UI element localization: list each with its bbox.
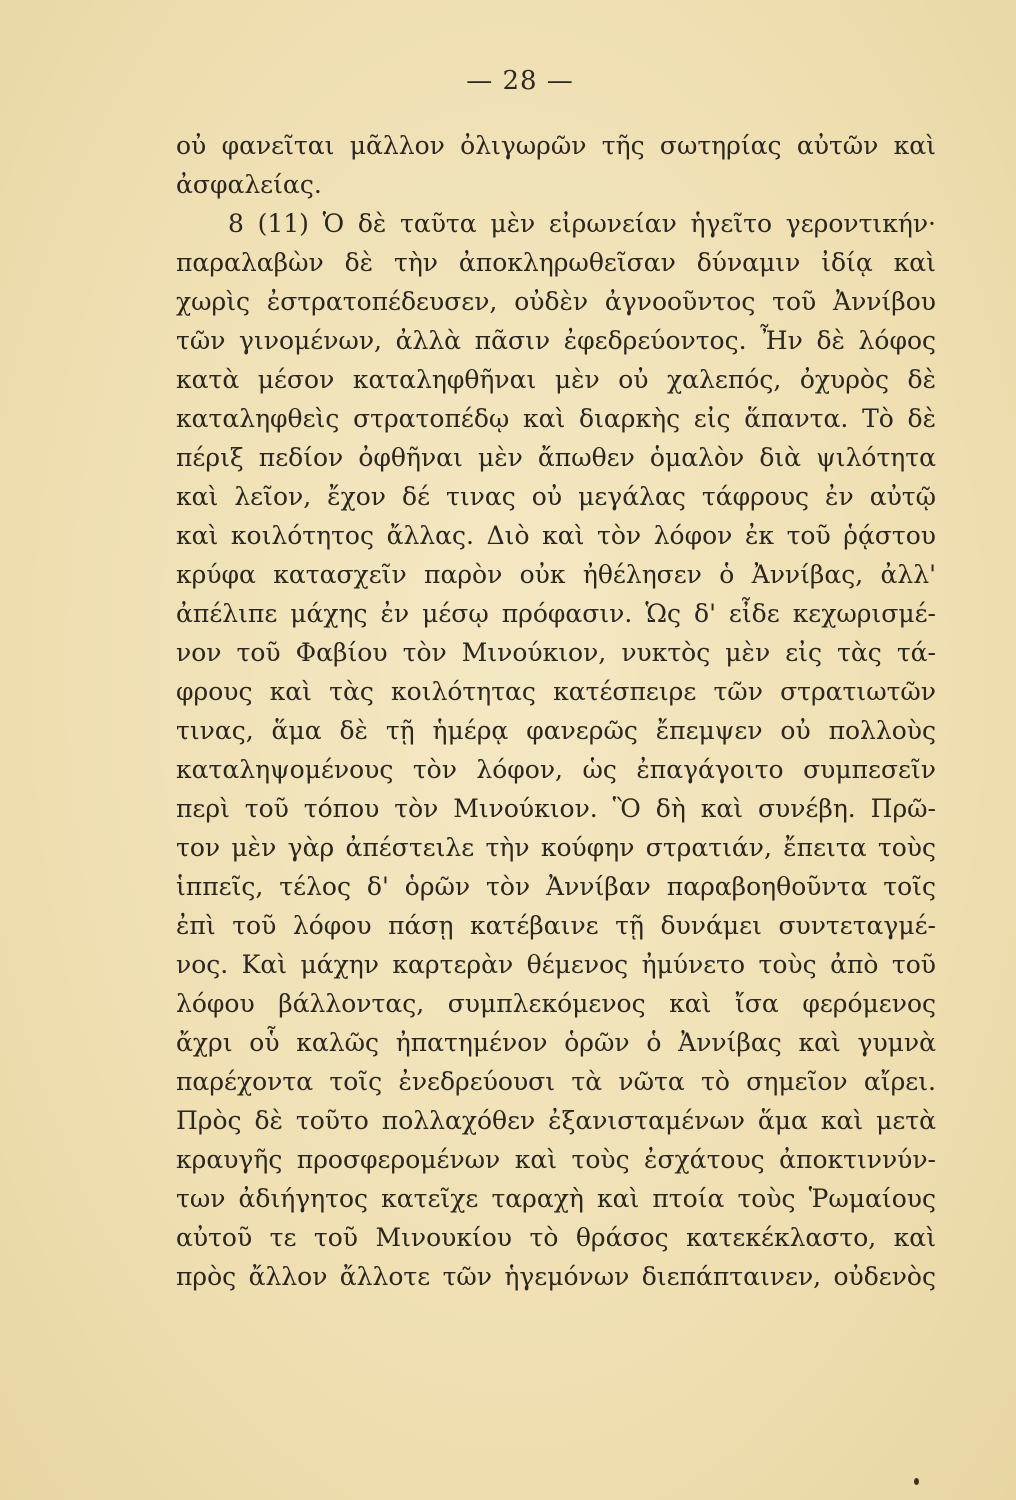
- text-line: φρους καὶ τὰς κοιλότητας κατέσπειρε τῶν στρατιωτῶν: [176, 677, 936, 706]
- text-line: καταληφθεὶς στρατοπέδῳ καὶ διαρκὴς εἰς ἅπαντα. Τὸ δὲ: [176, 404, 936, 433]
- text-line: των ἀδιήγητος κατεῖχε ταραχὴ καὶ πτοία τοὺς Ῥωμαίους: [176, 1184, 936, 1213]
- page-number: — 28 —: [466, 66, 574, 96]
- text-line: κατὰ μέσον καταληφθῆναι μὲν οὐ χαλεπός, ὀχυρὸς δὲ: [176, 365, 936, 394]
- text-line: Πρὸς δὲ τοῦτο πολλαχόθεν ἐξανισταμένων ἅμα καὶ μετὰ: [176, 1106, 936, 1135]
- text-line: κραυγῆς προσφερομένων καὶ τοὺς ἐσχάτους ἀποκτιννύν-: [176, 1145, 936, 1174]
- text-line: ἀπέλιπε μάχης ἐν μέσῳ πρόφασιν. Ὡς δ' εἶδε κεχωρισμέ-: [176, 599, 936, 628]
- text-line: νον τοῦ Φαβίου τὸν Μινούκιον, νυκτὸς μὲν εἰς τὰς τά-: [176, 638, 936, 667]
- body-text: [176, 126, 936, 1296]
- text-line: τῶν γινομένων, ἀλλὰ πᾶσιν ἐφεδρεύοντος. Ἦν δὲ λόφος: [176, 326, 936, 355]
- ink-speck: [914, 1478, 919, 1485]
- text-line: ἱππεῖς, τέλος δ' ὁρῶν τὸν Ἀννίβαν παραβοηθοῦντα τοῖς: [176, 872, 936, 901]
- text-line: παρέχοντα τοῖς ἐνεδρεύουσι τὰ νῶτα τὸ σημεῖον αἴρει.: [176, 1067, 936, 1096]
- text-line: ἀσφαλείας.: [176, 170, 322, 199]
- text-line: κρύφα κατασχεῖν παρὸν οὐκ ἠθέλησεν ὁ Ἀννίβας, ἀλλ': [176, 560, 936, 589]
- text-line: νος. Καὶ μάχην καρτερὰν θέμενος ἠμύνετο τοὺς ἀπὸ τοῦ: [176, 950, 936, 979]
- text-line: τον μὲν γὰρ ἀπέστειλε τὴν κούφην στρατιάν, ἔπειτα τοὺς: [176, 833, 936, 862]
- text-line: λόφου βάλλοντας, συμπλεκόμενος καὶ ἴσα φερόμενος: [176, 989, 936, 1018]
- text-line: οὐ φανεῖται μᾶλλον ὀλιγωρῶν τῆς σωτηρίας αὐτῶν καὶ: [176, 131, 936, 160]
- text-line: χωρὶς ἐστρατοπέδευσεν, οὐδὲν ἀγνοοῦντος τοῦ Ἀννίβου: [176, 287, 936, 316]
- text-line: περὶ τοῦ τόπου τὸν Μινούκιον. Ὃ δὴ καὶ συνέβη. Πρῶ-: [176, 794, 936, 823]
- text-line: καὶ κοιλότητος ἄλλας. Διὸ καὶ τὸν λόφον ἐκ τοῦ ῥᾴστου: [176, 521, 936, 550]
- text-line: καταληψομένους τὸν λόφον, ὡς ἐπαγάγοιτο συμπεσεῖν: [176, 755, 936, 784]
- text-line: τινας, ἅμα δὲ τῇ ἡμέρᾳ φανερῶς ἔπεμψεν οὐ πολλοὺς: [176, 716, 936, 745]
- text-line: αὐτοῦ τε τοῦ Μινουκίου τὸ θράσος κατεκέκλαστο, καὶ: [176, 1223, 936, 1252]
- text-line: 8 (11) Ὁ δὲ ταῦτα μὲν εἰρωνείαν ἡγεῖτο γεροντικήν·: [228, 209, 936, 238]
- text-line: καὶ λεῖον, ἔχον δέ τινας οὐ μεγάλας τάφρους ἐν αὐτῷ: [176, 482, 936, 511]
- text-line: ἐπὶ τοῦ λόφου πάσῃ κατέβαινε τῇ δυνάμει συντεταγμέ-: [176, 911, 936, 940]
- text-line: παραλαβὼν δὲ τὴν ἀποκληρωθεῖσαν δύναμιν ἰδίᾳ καὶ: [176, 248, 936, 277]
- text-line: πέριξ πεδίον ὀφθῆναι μὲν ἄπωθεν ὁμαλὸν διὰ ψιλότητα: [176, 443, 936, 472]
- text-line: πρὸς ἄλλον ἄλλοτε τῶν ἡγεμόνων διεπάπταινεν, οὐδενὸς: [176, 1262, 936, 1291]
- text-line: ἄχρι οὗ καλῶς ἠπατημένον ὁρῶν ὁ Ἀννίβας καὶ γυμνὰ: [176, 1028, 936, 1057]
